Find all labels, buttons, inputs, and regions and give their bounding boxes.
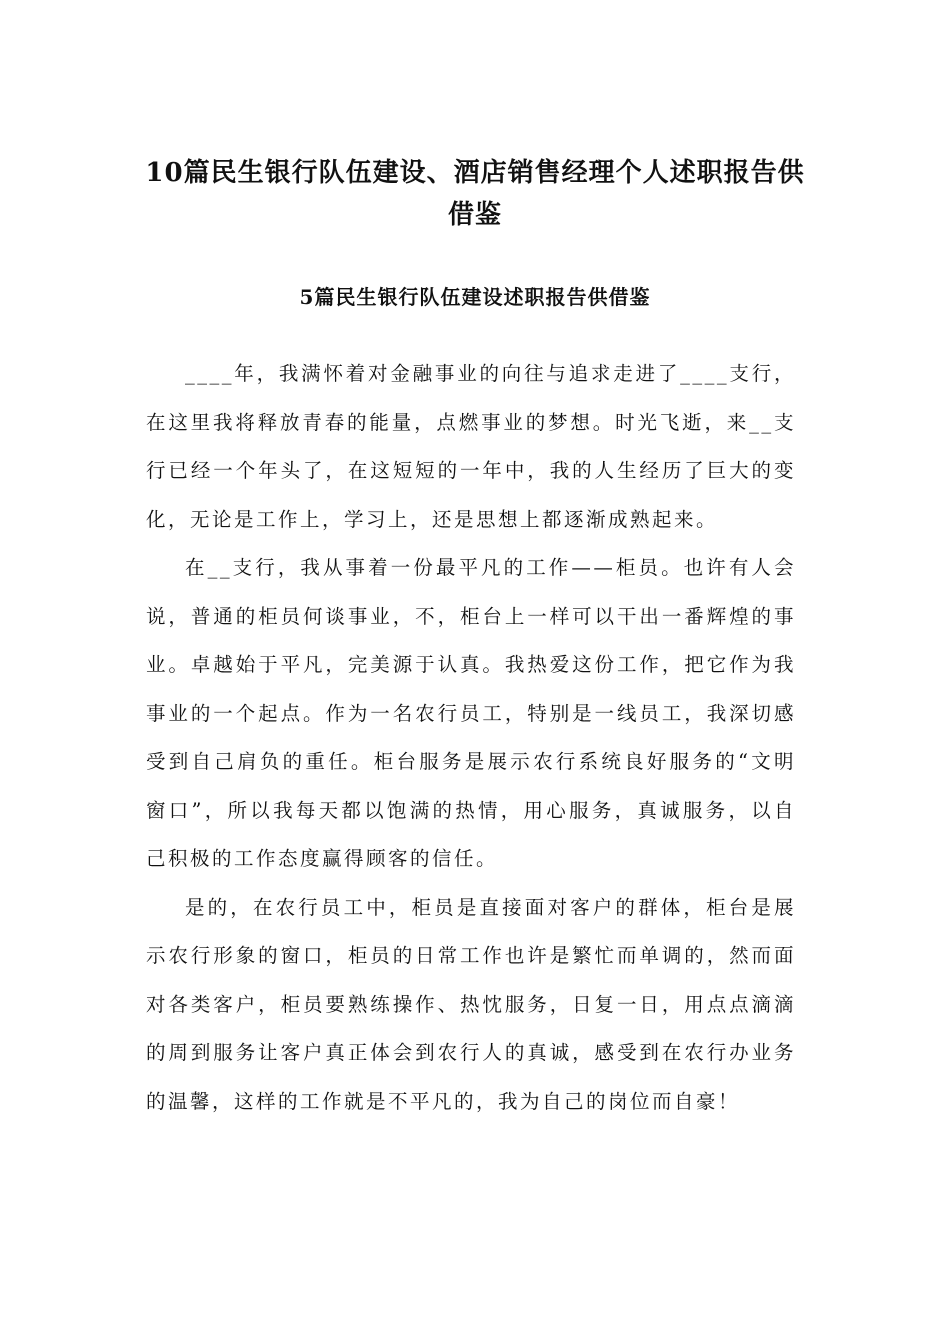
document-body — [146, 350, 796, 1126]
paragraph: 在__支行，我从事着一份最平凡的工作——柜员。也许有人会说，普通的柜员何谈事业，不，柜台上一样可以干出一番辉煌的事业。卓越始于平凡，完美源于认真。我热爱这份工作，把它作为我事业的一个起点。作为一名农行员工，特别是一线员工，我深切感受到自己肩负的重任。柜台服务是展示农行系统良好服务的“文明窗口”，所以我每天都以饱满的热情，用心服务，真诚服务，以自己积极的工作态度赢得顾客的信任。 — [146, 556, 796, 870]
document-title: 10篇民生银行队伍建设、酒店销售经理个人述职报告供借鉴 — [145, 158, 805, 230]
document-subtitle: 5篇民生银行队伍建设述职报告供借鉴 — [299, 285, 651, 309]
paragraph: ____年，我满怀着对金融事业的向往与追求走进了____支行，在这里我将释放青春的能量，点燃事业的梦想。时光飞逝，来__支行已经一个年头了，在这短短的一年中，我的人生经历了巨大的变化，无论是工作上，学习上，还是思想上都逐渐成熟起来。 — [146, 362, 796, 531]
paragraph: 是的，在农行员工中，柜员是直接面对客户的群体，柜台是展示农行形象的窗口，柜员的日常工作也许是繁忙而单调的，然而面对各类客户，柜员要熟练操作、热忱服务，日复一日，用点点滴滴的周到服务让客户真正体会到农行人的真诚，感受到在农行办业务的温馨，这样的工作就是不平凡的，我为自己的岗位而自豪！ — [146, 895, 796, 1113]
